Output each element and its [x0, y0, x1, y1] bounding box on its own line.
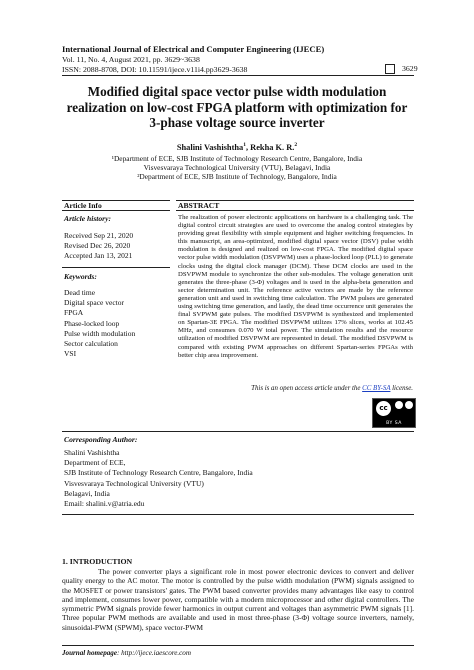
page-marker-icon — [385, 64, 395, 74]
author-sup: 1 — [243, 142, 246, 148]
history-item: Revised Dec 26, 2020 — [64, 241, 131, 251]
abstract-rule-bottom — [176, 210, 414, 211]
header-rule — [62, 75, 414, 76]
corresponding-line: Belagavi, India — [64, 488, 110, 498]
title-line: Modified digital space vector pulse width modulation — [87, 84, 387, 99]
keyword-item: VSI — [64, 349, 77, 359]
keyword-list — [64, 288, 135, 359]
cc-license-icon[interactable] — [372, 398, 416, 428]
cc-badge-label: BY SA — [386, 421, 402, 426]
keyword-item: Pulse width modulation — [64, 328, 136, 338]
title-line: 3-phase voltage source inverter — [149, 115, 325, 130]
abstract-heading: ABSTRACT — [178, 201, 220, 210]
keyword-item: Dead time — [64, 288, 96, 297]
keywords-heading: Keywords: — [64, 272, 97, 281]
corresponding-line: Visvesvaraya Technological University (VTU) — [64, 478, 204, 488]
corresponding-line: Department of ECE, — [64, 458, 126, 468]
license-notice — [178, 385, 413, 392]
title-line: realization on low-cost FPGA platform with optimization for — [66, 99, 408, 115]
affiliation: Visvesvaraya Technological University (VTU), Belagavi, India — [143, 163, 331, 172]
homepage-url[interactable]: : http://ijece.iaescore.com — [116, 649, 191, 657]
corresponding-line: SJB Institute of Technology Research Centre, Bangalore, India — [64, 468, 253, 478]
corresponding-line: Email: shalini.v@atria.edu — [64, 499, 145, 509]
keywords-rule — [62, 267, 170, 268]
footer-rule — [62, 645, 414, 646]
page-number: 3629 — [402, 64, 418, 73]
article-history-heading: Article history: — [64, 214, 112, 223]
journal-name: International Journal of Electrical and Computer Engineering (IJECE) — [62, 44, 325, 54]
affiliation: ²Department of ECE, SJB Institute of Technology, Bangalore, India — [137, 172, 337, 181]
license-suffix: license. — [390, 385, 413, 392]
author-name: Rekha K. R. — [250, 142, 295, 152]
corresponding-line: Shalini Vashishtha — [64, 448, 120, 457]
article-info-heading: Article Info — [64, 201, 102, 210]
by-icon — [395, 401, 403, 409]
corresponding-heading: Corresponding Author: — [64, 435, 138, 444]
keyword-item: FPGA — [64, 308, 84, 318]
journal-homepage — [62, 649, 191, 657]
author-separator: , — [245, 142, 251, 152]
issn-doi: ISSN: 2088-8708, DOI: 10.11591/ijece.v11i4.pp3629-3638 — [62, 65, 248, 74]
cc-logo-icon: cc — [376, 401, 391, 416]
license-prefix: This is an open access article under the — [251, 385, 363, 392]
corresponding-rule-top — [62, 431, 414, 432]
keyword-item: Digital space vector — [64, 298, 124, 308]
author-list — [55, 142, 419, 152]
volume-info: Vol. 11, No. 4, August 2021, pp. 3629~3638 — [62, 55, 200, 64]
homepage-label: Journal homepage — [62, 649, 117, 657]
share-alike-icon — [405, 401, 413, 409]
author-sup: 2 — [294, 142, 298, 148]
affiliation: ¹Department of ECE, SJB Institute of Technology Research Centre, Bangalore, India — [111, 154, 363, 163]
history-item: Received Sep 21, 2020 — [64, 231, 134, 240]
keyword-item: Sector calculation — [64, 339, 118, 349]
corresponding-details — [64, 448, 253, 509]
article-info-rule-bottom — [62, 210, 170, 211]
introduction-heading: 1. INTRODUCTION — [62, 557, 133, 566]
license-link[interactable]: CC BY-SA — [362, 385, 391, 392]
corresponding-rule-bottom — [62, 514, 414, 515]
introduction-text — [62, 567, 414, 632]
history-item: Accepted Jan 13, 2021 — [64, 251, 133, 261]
article-history — [64, 231, 133, 262]
paper-title — [55, 84, 419, 131]
introduction-paragraph: The power converter plays a significant role in most power electronic devices to convert and deliver quality energy to the AC motor. The motor is controlled by the pulse width modulation (PWM) signals assigned to the MOSFET or power transistors' gates. The PWM based converter provides many advantages like easy to control and implement, consumes lower power, compatible with a modern microprocessor and other digital controllers. The symmetric PWM signals provide fewer harmonics in output current and voltages than asymmetric PWM signals [1]. Three popular PWM methods are available and used in most three-phase (3-Φ) voltage source inverters, namely, sinusoidal-PWM (SPWM), space vector-PWM — [62, 567, 414, 632]
author-name: Shalini Vashishtha — [176, 142, 244, 152]
abstract-text: The realization of power electronic applications on hardware is a challenging task. The digital control circuit strategies are used to overcome the analog control strategies by providing great flexibility with simple equipment and higher switching frequencies. In this manuscript, an area-optimized, modified digital space vector (DSV) pulse width modulation is designed and realized on low-cost FPGA. The modified digital space vector pulse width modulation (DSVPWM) uses a phase-locked loop (PLL) to generate clocks using the digital clock manager (DCM). These DCM clocks are used in the DSVPWM module to synchronize the other sub-modules. The voltage generation unit generates the three-phase (3-Φ) voltages and is used in the alpha-beta generation and sector determination unit. The reference active vectors are made by the reference generation unit and used in switching time calculation. The PWM pulses are generated using switching time generation, and lastly, the dead time occurrence unit generates the final SVPWM gate pulses. The modified DSVPWM is synthesized and implemented on Spartan-3E FPGA. The modified DSVPWM utilizes 17% slices, works at 102.45 MHz, and consumes 0.070 W total power. The simulation results and the resource utilization of modified DSVPWM are represented in detail. The modified DSVPWM is compared with existing PWM approaches on different Spartan-series FPGAs with better chip area improvement. — [178, 214, 413, 359]
keyword-item: Phase-locked loop — [64, 318, 120, 328]
